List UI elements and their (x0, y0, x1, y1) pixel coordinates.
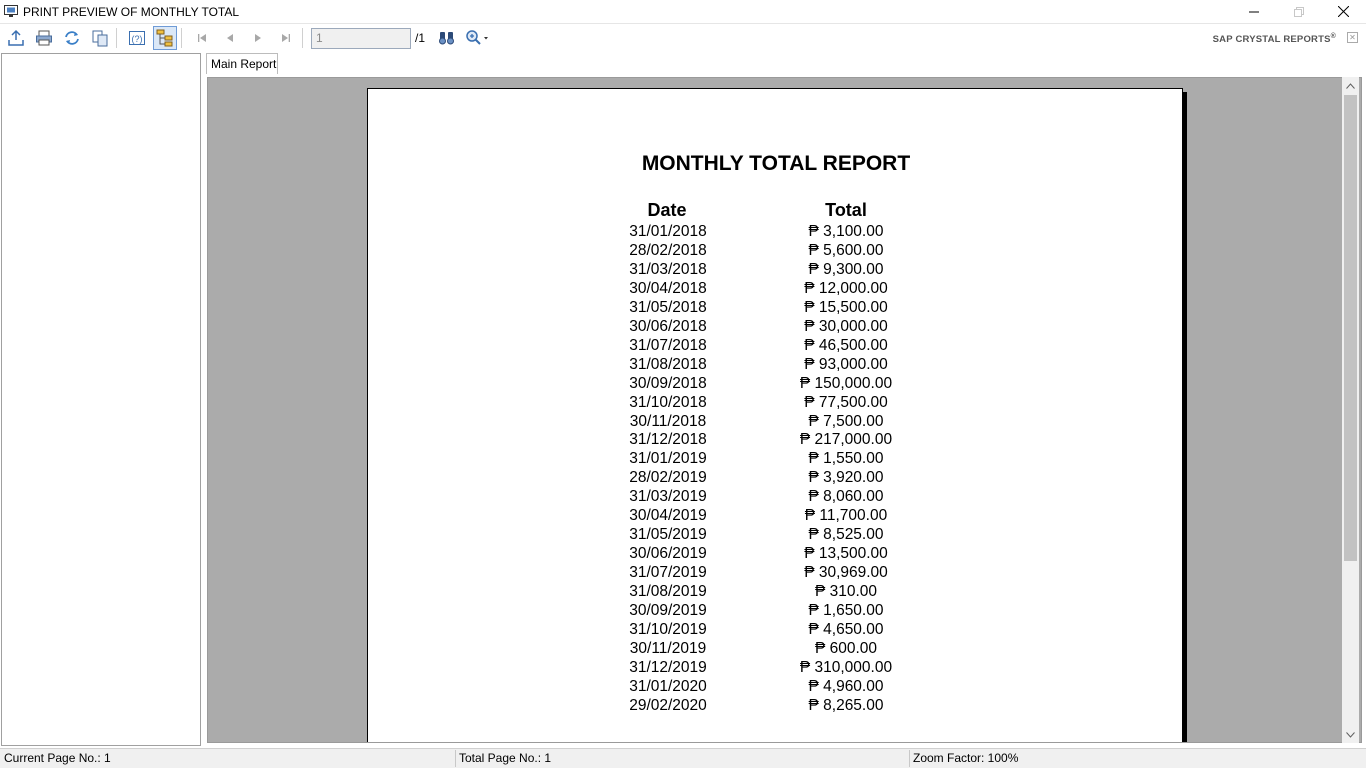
row-date: 28/02/2019 (629, 469, 707, 487)
minimize-button[interactable] (1231, 0, 1276, 23)
title-bar (0, 0, 1366, 23)
export-button[interactable] (4, 26, 28, 50)
row-date: 30/11/2018 (629, 412, 707, 430)
row-date: 30/11/2019 (629, 639, 707, 657)
row-total: ₱ 7,500.00 (808, 412, 884, 430)
page-number-input[interactable] (311, 28, 411, 49)
row-date: 29/02/2020 (629, 696, 707, 714)
zoom-factor-status: Zoom Factor: 100% (913, 751, 1019, 765)
toolbar-separator (181, 28, 182, 48)
scroll-thumb[interactable] (1344, 95, 1357, 561)
report-row (368, 394, 1184, 413)
row-total: ₱ 12,000.00 (804, 279, 888, 297)
report-row (368, 431, 1184, 450)
chevron-down-icon (1346, 732, 1355, 738)
report-row (368, 299, 1184, 318)
row-date: 30/06/2018 (629, 317, 707, 335)
row-date: 31/05/2018 (629, 298, 707, 316)
row-total: ₱ 93,000.00 (804, 355, 888, 373)
row-date: 30/09/2019 (629, 602, 707, 619)
copy-icon (91, 29, 109, 47)
report-row (368, 280, 1184, 299)
refresh-button[interactable] (60, 26, 84, 50)
window-title: PRINT PREVIEW OF MONTHLY TOTAL (23, 4, 240, 19)
row-total: ₱ 8,265.00 (808, 696, 884, 714)
report-row (368, 318, 1184, 337)
svg-text:(?): (?) (131, 34, 143, 44)
row-total: ₱ 600.00 (814, 639, 878, 657)
next-page-button[interactable] (246, 26, 270, 50)
total-column-header: Total (825, 200, 867, 220)
first-page-icon (196, 32, 208, 44)
toolbar-separator (302, 28, 303, 48)
report-row (368, 488, 1184, 507)
row-total: ₱ 77,500.00 (804, 393, 888, 411)
maximize-button[interactable] (1276, 0, 1321, 23)
row-date: 31/01/2019 (629, 450, 707, 468)
report-row (368, 223, 1184, 242)
toolbar (0, 23, 1366, 52)
row-date: 31/05/2019 (629, 526, 707, 544)
row-total: ₱ 150,000.00 (799, 374, 893, 392)
row-date: 31/08/2019 (629, 583, 707, 601)
row-date: 30/06/2019 (629, 545, 707, 563)
zoom-button[interactable] (463, 26, 493, 50)
export-icon (7, 29, 25, 47)
row-date: 31/03/2018 (629, 260, 707, 278)
row-total: ₱ 15,500.00 (804, 298, 888, 316)
report-row (368, 413, 1184, 432)
brand-label (1213, 33, 1336, 45)
next-page-icon (252, 32, 264, 44)
row-total: ₱ 4,960.00 (808, 677, 884, 695)
report-row (368, 356, 1184, 375)
last-page-icon (280, 32, 292, 44)
report-row (368, 261, 1184, 280)
row-total: ₱ 217,000.00 (799, 431, 893, 449)
report-row (368, 526, 1184, 545)
refresh-icon (63, 29, 81, 47)
report-row (368, 659, 1184, 678)
find-icon (438, 29, 456, 47)
report-row (368, 337, 1184, 356)
report-page (367, 88, 1183, 743)
zoom-icon (465, 29, 491, 47)
row-date: 31/07/2019 (629, 564, 707, 582)
group-tree-panel[interactable] (1, 53, 201, 746)
chevron-up-icon (1346, 83, 1355, 89)
row-total: ₱ 3,100.00 (808, 223, 884, 240)
row-date: 31/10/2018 (629, 393, 707, 411)
scroll-down-arrow[interactable] (1342, 726, 1359, 743)
report-row (368, 450, 1184, 469)
date-column-header: Date (647, 200, 687, 220)
row-date: 31/03/2019 (629, 488, 707, 506)
close-button[interactable] (1321, 0, 1366, 23)
previous-page-icon (224, 32, 236, 44)
row-total: ₱ 9,300.00 (808, 260, 884, 278)
parameter-panel-button[interactable] (125, 26, 149, 50)
report-row (368, 242, 1184, 261)
row-date: 30/04/2019 (629, 507, 707, 525)
row-total: ₱ 1,650.00 (808, 602, 884, 619)
app-icon (3, 4, 19, 20)
row-total: ₱ 8,060.00 (808, 488, 884, 506)
report-row (368, 697, 1184, 716)
row-date: 31/12/2018 (629, 431, 707, 449)
group-tree-button[interactable] (153, 26, 177, 50)
current-page-status: Current Page No.: 1 (4, 751, 111, 765)
total-page-status: Total Page No.: 1 (459, 751, 552, 765)
previous-page-button[interactable] (218, 26, 242, 50)
report-row (368, 507, 1184, 526)
copy-button[interactable] (88, 26, 112, 50)
report-row (368, 375, 1184, 394)
row-total: ₱ 1,550.00 (808, 450, 884, 468)
row-total: ₱ 30,969.00 (804, 564, 888, 582)
print-button[interactable] (32, 26, 56, 50)
row-total: ₱ 3,920.00 (808, 469, 884, 487)
report-title: MONTHLY TOTAL REPORT (641, 152, 911, 175)
row-total: ₱ 310,000.00 (799, 658, 893, 676)
last-page-button[interactable] (274, 26, 298, 50)
row-date: 31/01/2020 (629, 677, 707, 695)
row-date: 31/08/2018 (629, 355, 707, 373)
report-row (368, 583, 1184, 602)
vertical-scrollbar[interactable] (1342, 77, 1359, 743)
row-total: ₱ 310.00 (814, 583, 878, 601)
row-date: 28/02/2018 (629, 241, 707, 259)
row-total: ₱ 46,500.00 (804, 336, 888, 354)
status-separator (455, 750, 456, 767)
row-total: ₱ 13,500.00 (804, 545, 888, 563)
row-date: 30/09/2018 (629, 374, 707, 392)
report-row (368, 602, 1184, 621)
brand-mark: ® (1330, 33, 1336, 40)
minimize-icon (1249, 7, 1259, 17)
row-total: ₱ 30,000.00 (804, 317, 888, 335)
find-button[interactable] (435, 26, 459, 50)
report-row (368, 564, 1184, 583)
close-icon (1338, 6, 1349, 17)
row-date: 30/04/2018 (629, 279, 707, 297)
report-tab-strip (206, 53, 1366, 76)
report-row (368, 469, 1184, 488)
report-row (368, 621, 1184, 640)
row-date: 31/10/2019 (629, 620, 707, 638)
scroll-up-arrow[interactable] (1342, 77, 1359, 94)
close-view-button[interactable]: ✕ (1347, 32, 1358, 43)
report-viewport[interactable] (207, 77, 1362, 743)
page-total-label: /1 (415, 31, 426, 45)
row-date: 31/07/2018 (629, 336, 707, 354)
row-total: ₱ 8,525.00 (808, 526, 884, 544)
row-total: ₱ 5,600.00 (808, 241, 884, 259)
first-page-button[interactable] (190, 26, 214, 50)
row-date: 31/12/2019 (629, 658, 707, 676)
toolbar-separator (116, 28, 117, 48)
row-total: ₱ 4,650.00 (808, 620, 884, 638)
status-bar (0, 748, 1366, 768)
tab-main-report[interactable]: Main Report (206, 53, 278, 74)
print-icon (35, 29, 53, 47)
parameter-panel-icon (128, 29, 146, 47)
report-row (368, 640, 1184, 659)
row-total: ₱ 11,700.00 (804, 507, 888, 525)
maximize-icon (1294, 7, 1304, 17)
group-tree-icon (156, 29, 174, 47)
status-separator (909, 750, 910, 767)
report-row (368, 678, 1184, 697)
brand-name: SAP CRYSTAL REPORTS (1212, 34, 1331, 46)
report-row (368, 545, 1184, 564)
row-date: 31/01/2018 (629, 223, 707, 240)
